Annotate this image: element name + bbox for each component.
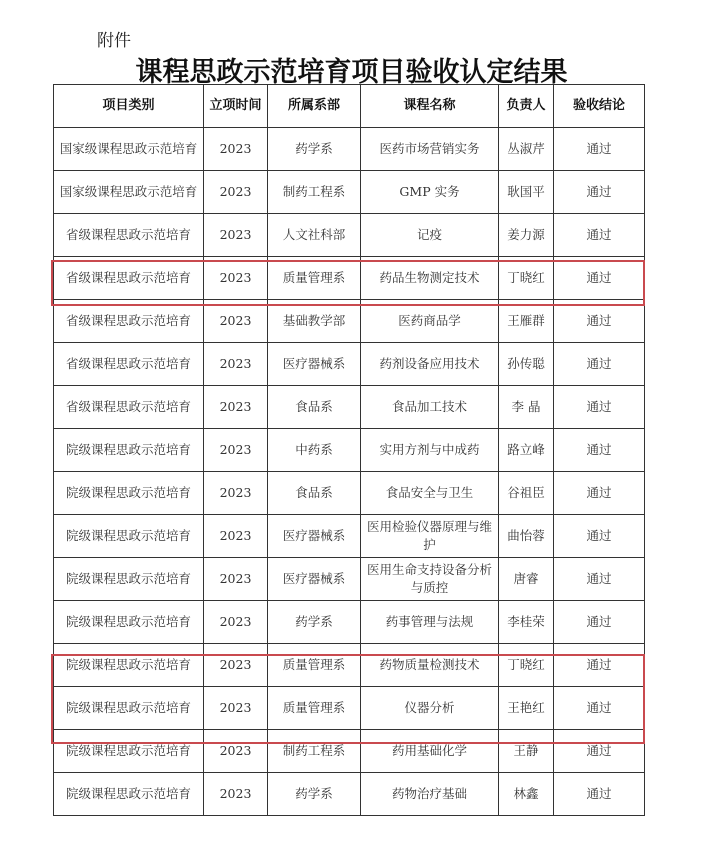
cell-owner: 林鑫 [499, 773, 554, 816]
cell-category: 国家级课程思政示范培育 [54, 128, 204, 171]
cell-year: 2023 [204, 773, 268, 816]
cell-result: 通过 [554, 128, 645, 171]
cell-owner: 曲怡蓉 [499, 515, 554, 558]
cell-result: 通过 [554, 472, 645, 515]
header-result: 验收结论 [554, 85, 645, 128]
cell-result: 通过 [554, 343, 645, 386]
cell-category: 院级课程思政示范培育 [54, 644, 204, 687]
cell-course: 仪器分析 [361, 687, 499, 730]
cell-owner: 李桂荣 [499, 601, 554, 644]
cell-course: 医用生命支持设备分析与质控 [361, 558, 499, 601]
cell-year: 2023 [204, 214, 268, 257]
cell-department: 药学系 [268, 128, 361, 171]
table-header-row [54, 85, 645, 128]
cell-course: 医用检验仪器原理与维护 [361, 515, 499, 558]
cell-course: 食品加工技术 [361, 386, 499, 429]
cell-department: 中药系 [268, 429, 361, 472]
table-row [54, 128, 645, 171]
cell-department: 食品系 [268, 472, 361, 515]
cell-owner: 王静 [499, 730, 554, 773]
cell-course: 实用方剂与中成药 [361, 429, 499, 472]
cell-department: 食品系 [268, 386, 361, 429]
header-course: 课程名称 [361, 85, 499, 128]
cell-year: 2023 [204, 386, 268, 429]
cell-department: 人文社科部 [268, 214, 361, 257]
cell-department: 基础教学部 [268, 300, 361, 343]
table-row [54, 214, 645, 257]
cell-category: 省级课程思政示范培育 [54, 214, 204, 257]
cell-owner: 王雁群 [499, 300, 554, 343]
cell-category: 院级课程思政示范培育 [54, 515, 204, 558]
cell-department: 医疗器械系 [268, 558, 361, 601]
cell-owner: 唐睿 [499, 558, 554, 601]
cell-department: 医疗器械系 [268, 343, 361, 386]
cell-category: 院级课程思政示范培育 [54, 558, 204, 601]
cell-year: 2023 [204, 128, 268, 171]
cell-result: 通过 [554, 558, 645, 601]
cell-department: 药学系 [268, 601, 361, 644]
cell-category: 院级课程思政示范培育 [54, 601, 204, 644]
table-row [54, 429, 645, 472]
cell-course: 药物治疗基础 [361, 773, 499, 816]
cell-result: 通过 [554, 171, 645, 214]
table-row [54, 343, 645, 386]
cell-owner: 李 晶 [499, 386, 554, 429]
cell-department: 制药工程系 [268, 171, 361, 214]
cell-category: 省级课程思政示范培育 [54, 257, 204, 300]
cell-year: 2023 [204, 687, 268, 730]
cell-result: 通过 [554, 515, 645, 558]
cell-course: 药剂设备应用技术 [361, 343, 499, 386]
cell-department: 医疗器械系 [268, 515, 361, 558]
page-title: 课程思政示范培育项目验收认定结果 [135, 57, 568, 88]
table-row [54, 687, 645, 730]
cell-year: 2023 [204, 601, 268, 644]
cell-year: 2023 [204, 343, 268, 386]
cell-year: 2023 [204, 515, 268, 558]
table-row [54, 601, 645, 644]
cell-result: 通过 [554, 257, 645, 300]
cell-result: 通过 [554, 300, 645, 343]
cell-owner: 姜力源 [499, 214, 554, 257]
cell-category: 省级课程思政示范培育 [54, 300, 204, 343]
cell-result: 通过 [554, 730, 645, 773]
cell-department: 制药工程系 [268, 730, 361, 773]
table-row [54, 558, 645, 601]
cell-year: 2023 [204, 644, 268, 687]
results-table [53, 84, 645, 816]
cell-department: 质量管理系 [268, 644, 361, 687]
cell-category: 省级课程思政示范培育 [54, 343, 204, 386]
cell-result: 通过 [554, 644, 645, 687]
cell-course: GMP 实务 [361, 171, 499, 214]
cell-owner: 路立峰 [499, 429, 554, 472]
cell-category: 院级课程思政示范培育 [54, 730, 204, 773]
cell-result: 通过 [554, 773, 645, 816]
header-owner: 负责人 [499, 85, 554, 128]
cell-result: 通过 [554, 214, 645, 257]
table-row [54, 644, 645, 687]
cell-year: 2023 [204, 171, 268, 214]
cell-year: 2023 [204, 472, 268, 515]
cell-category: 院级课程思政示范培育 [54, 472, 204, 515]
cell-owner: 王艳红 [499, 687, 554, 730]
cell-result: 通过 [554, 601, 645, 644]
cell-course: 食品安全与卫生 [361, 472, 499, 515]
header-year: 立项时间 [204, 85, 268, 128]
cell-department: 质量管理系 [268, 257, 361, 300]
header-department: 所属系部 [268, 85, 361, 128]
table-row [54, 730, 645, 773]
table-row [54, 472, 645, 515]
cell-course: 药事管理与法规 [361, 601, 499, 644]
cell-result: 通过 [554, 386, 645, 429]
cell-category: 省级课程思政示范培育 [54, 386, 204, 429]
cell-owner: 孙传聪 [499, 343, 554, 386]
cell-course: 药品生物测定技术 [361, 257, 499, 300]
cell-department: 药学系 [268, 773, 361, 816]
cell-year: 2023 [204, 429, 268, 472]
cell-result: 通过 [554, 429, 645, 472]
table-row [54, 515, 645, 558]
cell-owner: 丁晓红 [499, 644, 554, 687]
cell-owner: 耿国平 [499, 171, 554, 214]
cell-year: 2023 [204, 257, 268, 300]
table-row [54, 386, 645, 429]
cell-category: 院级课程思政示范培育 [54, 429, 204, 472]
cell-result: 通过 [554, 687, 645, 730]
cell-category: 国家级课程思政示范培育 [54, 171, 204, 214]
attachment-label: 附件 [97, 31, 131, 51]
cell-course: 医药商品学 [361, 300, 499, 343]
cell-year: 2023 [204, 300, 268, 343]
table-row [54, 257, 645, 300]
cell-course: 记疫 [361, 214, 499, 257]
cell-year: 2023 [204, 730, 268, 773]
table-row [54, 300, 645, 343]
cell-course: 药物质量检测技术 [361, 644, 499, 687]
cell-category: 院级课程思政示范培育 [54, 773, 204, 816]
header-category: 项目类别 [54, 85, 204, 128]
cell-course: 医药市场营销实务 [361, 128, 499, 171]
cell-department: 质量管理系 [268, 687, 361, 730]
cell-owner: 丛淑芹 [499, 128, 554, 171]
cell-course: 药用基础化学 [361, 730, 499, 773]
cell-owner: 谷祖臣 [499, 472, 554, 515]
table-row [54, 773, 645, 816]
cell-owner: 丁晓红 [499, 257, 554, 300]
table-row [54, 171, 645, 214]
cell-year: 2023 [204, 558, 268, 601]
cell-category: 院级课程思政示范培育 [54, 687, 204, 730]
